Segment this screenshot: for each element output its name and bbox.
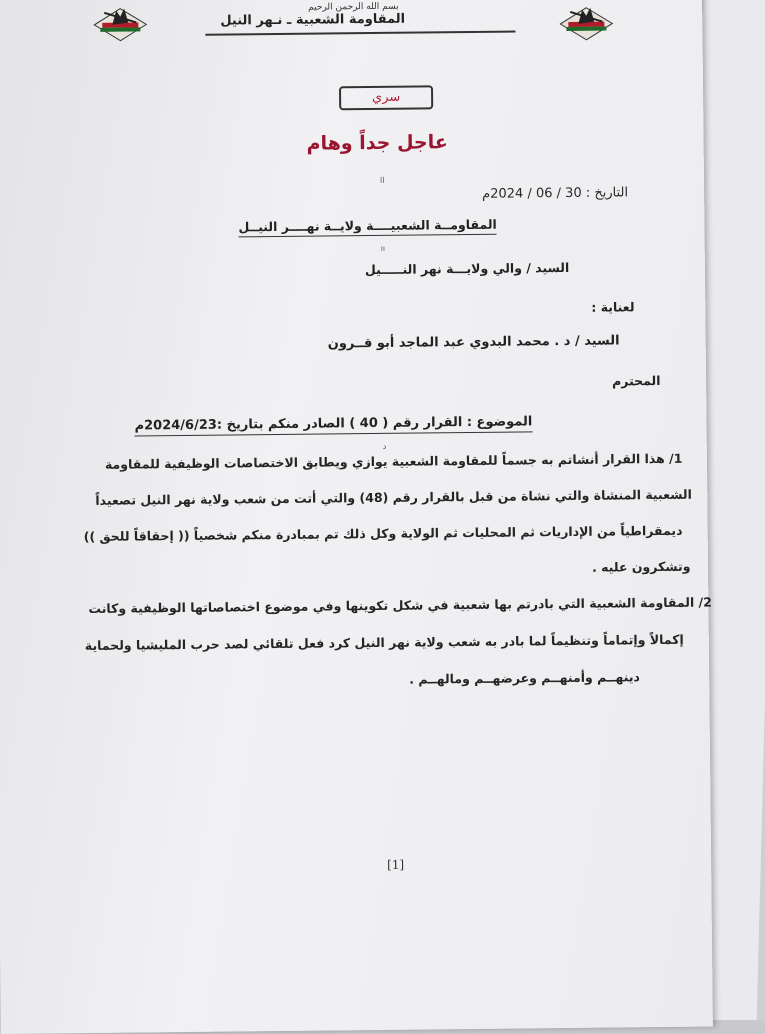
urgency-label: عاجل جداً وهام (306, 131, 448, 155)
paragraph-line: وتشكرون عليه . (591, 558, 691, 575)
sender-line: المقاومــة الشعبيــــة ولايــة نهــــر النيــل (238, 217, 497, 238)
paragraph-line: إكمالاً وإتماماً وتنظيماً لما بادر به شعب ولاية نهر النيل كرد فعل تلقائي لصد حرب المليشيا ولحماية (84, 631, 684, 654)
resistance-emblem-icon (90, 2, 150, 43)
subject-line: الموضوع : القرار رقم ( 40 ) الصادر منكم بتاريخ :2024/6/23م (134, 414, 532, 436)
attention-label: لعناية : (591, 299, 635, 315)
classification-badge: سري (339, 85, 433, 110)
date-line: التاريخ : 30 / 06 / 2024م (482, 185, 629, 202)
org-title: المقاومة الشعبية ـ نـهر النيل (220, 11, 406, 29)
paragraph-line: ديمقراطياً من الإداريات ثم المحليات ثم الولاية وكل ذلك تم بمبادرة منكم شخصياً (( إحقاقاً للحق )) (83, 522, 683, 545)
tick-mark: ıı (380, 243, 386, 253)
honorific: المحترم (612, 373, 661, 389)
paragraph-line: 2/ المقاومة الشعبية التي بادرتم بها شعبية في شكل تكوينها وفي موضوع اختصاصاتها الوظيفية وكانت (88, 594, 712, 617)
person-name: السيد / د . محمد البدوي عبد الماجد أبو قــرون (327, 333, 620, 352)
small-mark: ﺩ (382, 441, 387, 451)
org-title-underline (205, 31, 515, 36)
paragraph-line: دينهــم وأمنهــم وعرضهــم ومالهــم . (409, 669, 640, 687)
page-number: [1] (387, 857, 405, 872)
addressee-line: السيد / والي ولايـــة نهر النـــــيل (364, 259, 570, 278)
tick-mark: ll (379, 175, 385, 185)
resistance-emblem-icon (556, 1, 616, 42)
paragraph-line: الشعبية المنشاة والتي نشاة من قبل بالقرار رقم (48) والتي أتت من شعب ولاية نهر النيل تصعيداً (95, 486, 692, 508)
paragraph-line: 1/ هذا القرار أنشاتم به جسماً للمقاومة الشعبية يوازي ويطابق الاختصاصات الوظيفية للمقاومة (104, 450, 683, 472)
basmala: بسم الله الرحمن الرحيم (308, 1, 399, 13)
